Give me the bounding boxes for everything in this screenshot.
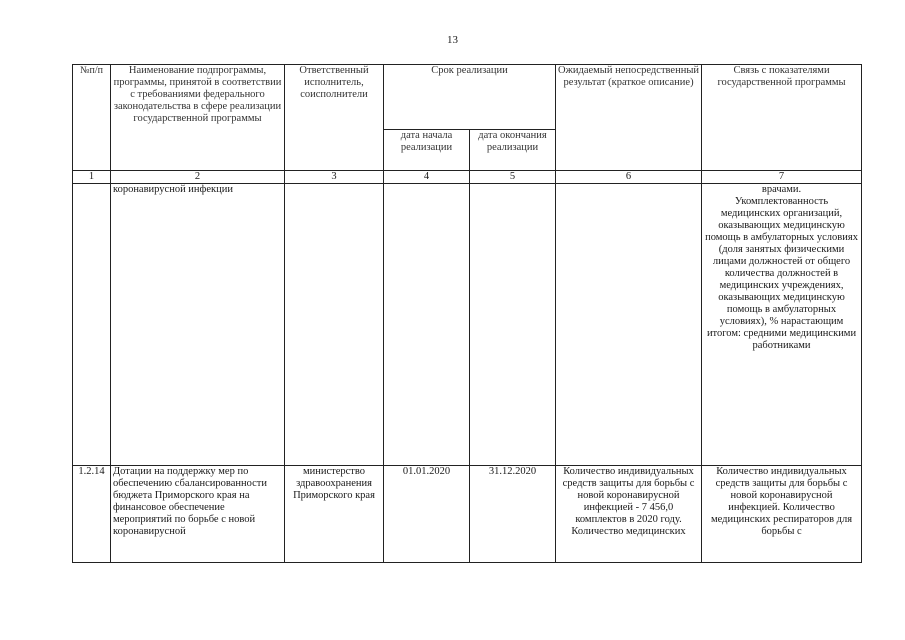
row-link: врачами. Укомплектованность медицинских организаций, оказывающих медицинскую помощь в амбулаторных условиях (доля занятых физическими лицами должностей от общего количества должностей в медицинских учреждениях, оказывающих медицинскую помощь в амбулаторных условиях), % нарастающим итогом: средними медицинскими работниками bbox=[702, 184, 862, 466]
header-period: Срок реализации bbox=[384, 65, 556, 130]
table-row bbox=[73, 184, 862, 466]
row-result bbox=[556, 184, 702, 466]
row-responsible: министерство здравоохранения Приморского края bbox=[285, 466, 384, 563]
column-number: 2 bbox=[111, 171, 285, 184]
row-end: 31.12.2020 bbox=[470, 466, 556, 563]
row-link: Количество индивидуальных средств защиты для борьбы с новой коронавирусной инфекцией. Количество медицинских респираторов для борьбы с bbox=[702, 466, 862, 563]
column-number: 3 bbox=[285, 171, 384, 184]
row-end bbox=[470, 184, 556, 466]
header-responsible: Ответственный исполнитель, соисполнители bbox=[285, 65, 384, 171]
header-name: Наименование подпрограммы, программы, принятой в соответствии с требованиями федерального законодательства в сфере реализации государственной программы bbox=[111, 65, 285, 171]
header-link: Связь с показателями государственной программы bbox=[702, 65, 862, 171]
column-number: 7 bbox=[702, 171, 862, 184]
header-row-top bbox=[73, 65, 862, 130]
program-table bbox=[72, 64, 862, 563]
column-number: 4 bbox=[384, 171, 470, 184]
page-number: 13 bbox=[447, 34, 458, 46]
row-name: коронавирусной инфекции bbox=[111, 184, 285, 466]
column-number: 6 bbox=[556, 171, 702, 184]
table-row bbox=[73, 466, 862, 563]
row-start: 01.01.2020 bbox=[384, 466, 470, 563]
column-number: 5 bbox=[470, 171, 556, 184]
row-num bbox=[73, 184, 111, 466]
row-responsible bbox=[285, 184, 384, 466]
column-number: 1 bbox=[73, 171, 111, 184]
row-num: 1.2.14 bbox=[73, 466, 111, 563]
header-start: дата начала реализации bbox=[384, 130, 470, 171]
row-name: Дотации на поддержку мер по обеспечению сбалансированности бюджета Приморского края на финансовое обеспечение мероприятий по борьбе с новой коронавирусной bbox=[111, 466, 285, 563]
header-num: №п/п bbox=[73, 65, 111, 171]
header-end: дата окончания реализации bbox=[470, 130, 556, 171]
row-start bbox=[384, 184, 470, 466]
column-numbers-row bbox=[73, 171, 862, 184]
row-result: Количество индивидуальных средств защиты для борьбы с новой коронавирусной инфекцией - 7 456,0 комплектов в 2020 году. Количество медицинских bbox=[556, 466, 702, 563]
header-result: Ожидаемый непосредственный результат (краткое описание) bbox=[556, 65, 702, 171]
